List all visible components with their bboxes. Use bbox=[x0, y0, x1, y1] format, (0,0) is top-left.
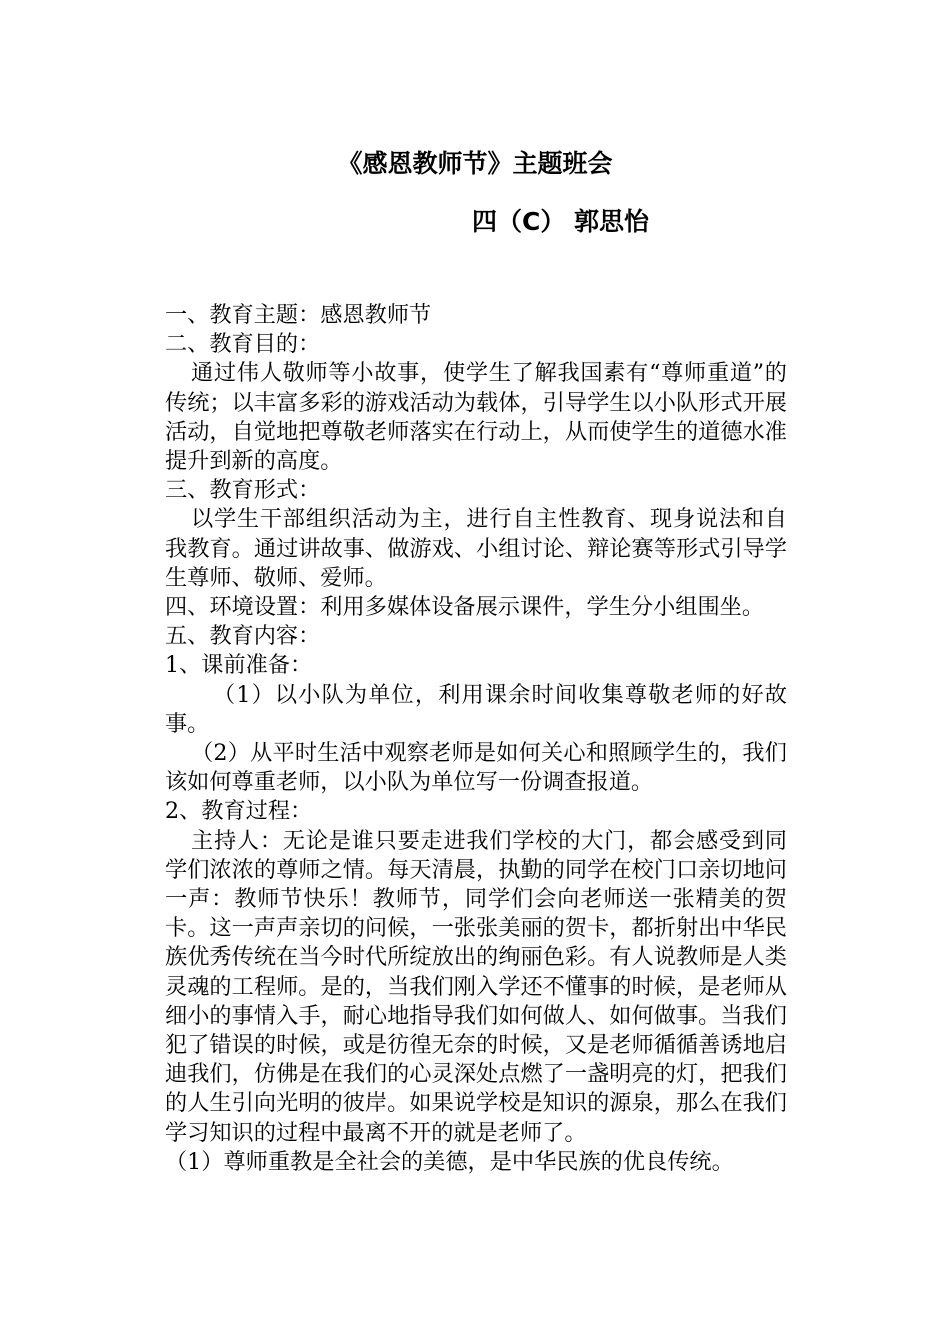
section-heading-content: 五、教育内容： bbox=[165, 623, 321, 650]
section-heading-form: 三、教育形式： bbox=[165, 477, 321, 504]
paragraph-form: 以学生干部组织活动为主，进行自主性教育、现身说法和自我教育。通过讲故事、做游戏、小组讨论、辩论赛等形式引导学生尊师、敬师、爱师。 bbox=[165, 506, 787, 591]
document-title: 《感恩教师节》主题班会 bbox=[337, 149, 613, 178]
list-item-prep-2: （2）从平时生活中观察老师是如何关心和照顾学生的，我们该如何尊重老师，以小队为单位写一份调查报道。 bbox=[165, 740, 787, 796]
section-environment: 四、环境设置：利用多媒体设备展示课件，学生分小组围坐。 bbox=[165, 594, 765, 621]
section-heading-theme: 一、教育主题：感恩教师节 bbox=[165, 302, 432, 328]
subsection-preparation: 1、课前准备： bbox=[165, 652, 313, 679]
paragraph-purpose: 通过伟人敬师等小故事，使学生了解我国素有“尊师重道”的传统；以丰富多彩的游戏活动为载体，引导学生以小队形式开展活动，自觉地把尊敬老师落实在行动上，从而使学生的道德水准提升到新的高度。 bbox=[165, 360, 787, 475]
document-body bbox=[165, 301, 787, 1177]
list-item-process-1: （1）尊师重教是全社会的美德，是中华民族的优良传统。 bbox=[165, 1148, 734, 1175]
list-item-prep-1: （1）以小队为单位，利用课余时间收集尊敬老师的好故事。 bbox=[165, 681, 787, 737]
section-heading-purpose: 二、教育目的： bbox=[165, 331, 321, 358]
subsection-process: 2、教育过程： bbox=[165, 798, 313, 825]
author-line: 四（C） 郭思怡 bbox=[472, 207, 650, 236]
paragraph-host-speech: 主持人：无论是谁只要走进我们学校的大门，都会感受到同学们浓浓的尊师之情。每天清晨，执勤的同学在校门口亲切地问一声：教师节快乐！教师节，同学们会向老师送一张精美的贺卡。这一声声亲切的问候，一张张美丽的贺卡，都折射出中华民族优秀传统在当今时代所绽放出的绚丽色彩。有人说教师是人类灵魂的工程师。是的，当我们刚入学还不懂事的时候，是老师从细小的事情入手，耐心地指导我们如何做人、如何做事。当我们犯了错误的时候，或是彷徨无奈的时候，又是老师循循善诱地启迪我们，仿佛是在我们的心灵深处点燃了一盏明亮的灯，把我们的人生引向光明的彼岸。如果说学校是知识的源泉，那么在我们学习知识的过程中最离不开的就是老师了。 bbox=[165, 827, 787, 1146]
